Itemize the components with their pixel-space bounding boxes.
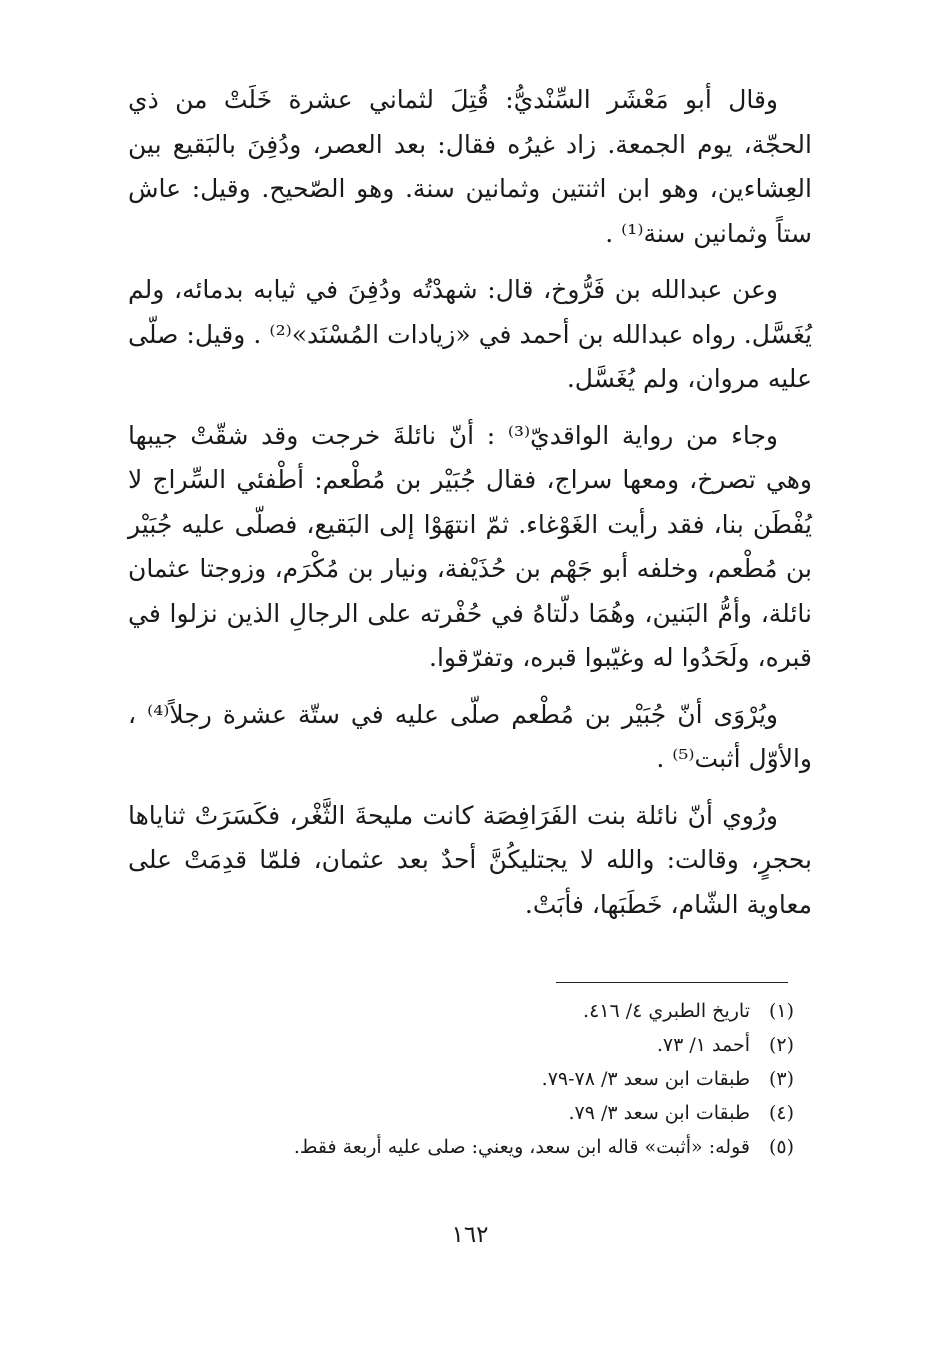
footnote-item <box>200 1062 794 1096</box>
footnote-text: طبقات ابن سعد ٣/ ٧٨-٧٩. <box>541 1068 750 1090</box>
footnote-text: أحمد ١/ ٧٣. <box>656 1034 750 1056</box>
footnote-number: (٥) <box>768 1136 794 1158</box>
footnote-item <box>200 1028 794 1062</box>
footnotes <box>200 994 794 1164</box>
footnote-item <box>200 994 794 1028</box>
footnote-text: قوله: «أثبت» قاله ابن سعد، ويعني: صلى عليه أربعة فقط. <box>293 1136 750 1158</box>
page-number: ١٦٢ <box>451 1222 489 1248</box>
footnote-text: تاريخ الطبري ٤/ ٤١٦. <box>583 1000 750 1022</box>
footnote-number: (١) <box>768 1000 794 1022</box>
main-text <box>128 78 812 939</box>
paragraph-funeral-prayer: ويُرْوَى أنّ جُبَيْر بن مُطْعم صلّى عليه في ستّة عشرة رجلاً⁽⁴⁾ ، والأوّل أثبت⁽⁵⁾ . <box>128 699 812 773</box>
footnote-number: (٣) <box>768 1068 794 1090</box>
paragraph-death-date: وقال أبو مَعْشَر السِّنْديُّ: قُتِلَ لثماني عشرة خَلَتْ من ذي الحجّة، يوم الجمعة. زاد غيرُه فقال: بعد العصر، ودُفِنَ بالبَقيع بين العِشاءين، وهو ابن اثنتين وثمانين سنة. وهو الصّحيح. وقيل: عاش ستاً وثمانين سنة⁽¹⁾ . <box>128 85 812 248</box>
footnote-number: (٢) <box>768 1034 794 1056</box>
footnote-item <box>200 1130 794 1164</box>
paragraph-waqidi-narration: وجاء من رواية الواقديّ⁽³⁾ : أنّ نائلةَ خرجت وقد شقّتْ جيبها وهي تصرخ، ومعها سراج، فقال جُبَيْر بن مُطْعم: أطْفئي السِّراج لا يُفْطَن بنا، فقد رأيت الغَوْغاء. ثمّ انتهَوْا إلى البَقيع، فصلّى عليه جُبَيْر بن مُطْعم، وخلفه أبو جَهْم بن حُذَيْفة، ونيار بن مُكْرَم، وزوجتا عثمان نائلة، وأمُّ البَنين، وهُمَا دلّتاهُ في حُفْرته على الرجالِ الذين نزلوا في قبره، ولَحَدُوا له وغيّبوا قبره، وتفرّقوا. <box>128 420 812 672</box>
paragraph-burial: وعن عبدالله بن فَرُّوخ، قال: شهدْتُه ودُفِنَ في ثيابه بدمائه، ولم يُغَسَّل. رواه عبدالله بن أحمد في «زيادات المُسْنَد»⁽²⁾ . وقيل: صلّى عليه مروان، ولم يُغَسَّل. <box>128 275 812 393</box>
footnote-divider <box>556 982 788 983</box>
footnote-number: (٤) <box>768 1102 794 1124</box>
paragraph-naila: ورُوي أنّ نائلة بنت الفَرَافِصَة كانت مليحةَ الثَّغْر، فكَسَرَتْ ثناياها بحجرٍ، وقالت: والله لا يجتليكُنَّ أحدٌ بعد عثمان، فلمّا قدِمَتْ على معاوية الشّام، خَطَبَها، فأبَتْ. <box>128 800 812 919</box>
footnote-text: طبقات ابن سعد ٣/ ٧٩. <box>568 1102 750 1124</box>
footnote-item <box>200 1096 794 1130</box>
